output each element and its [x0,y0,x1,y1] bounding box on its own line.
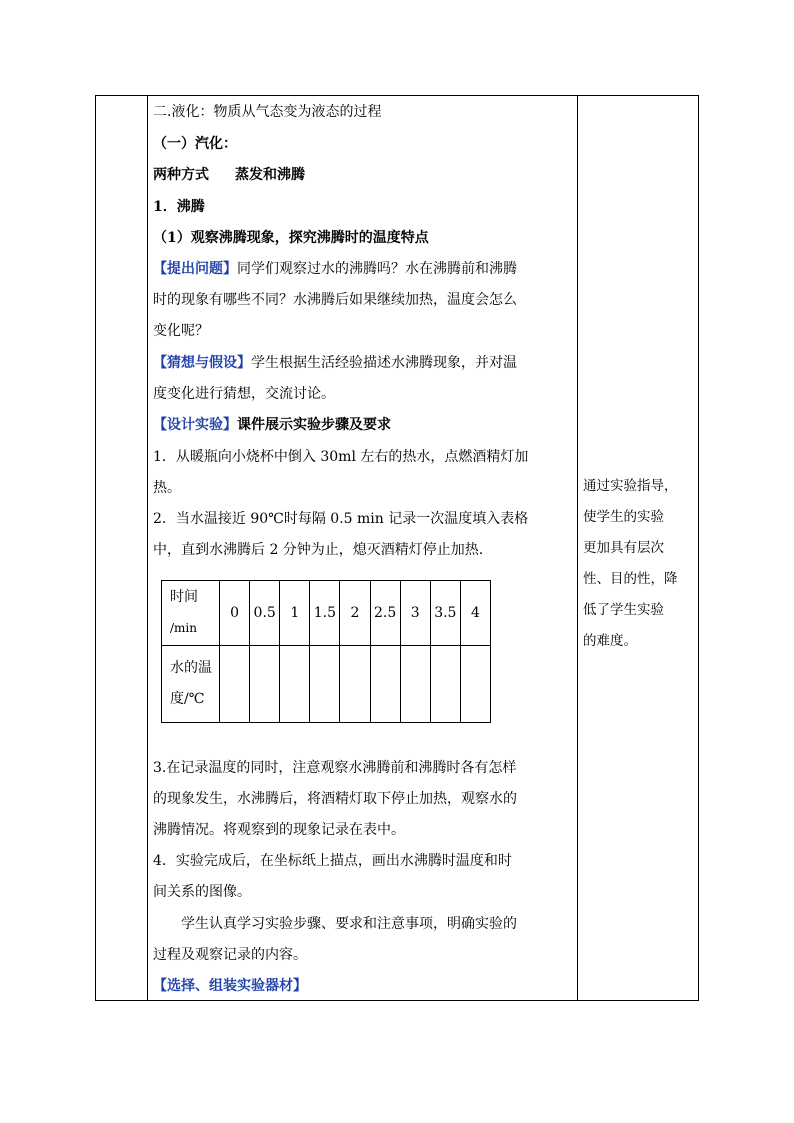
two-methods-label: 两种方式 [153,167,209,183]
equipment-label: 【选择、组装实验器材】 [153,978,307,994]
temperature-cell [370,646,400,723]
temperature-cell [250,646,280,723]
step4-line-2: 间关系的图像。 [153,884,251,900]
column-divider-left [147,96,148,1000]
temperature-cell [460,646,490,723]
side-note-line: 使学生的实验 [583,509,664,525]
subheading-vaporization: （一）汽化： [153,136,237,152]
section-heading-liquefaction: 二.液化：物质从气态变为液态的过程 [153,104,382,120]
hypothesis-line-1: 【猜想与假设】学生根据生活经验描述水沸腾现象，并对温 [153,355,517,371]
time-cell: 0.5 [250,581,280,646]
column-divider-right [577,96,578,1000]
temperature-cell [310,646,340,723]
hypothesis-line-2: 度变化进行猜想，交流讨论。 [153,386,335,402]
step2-line-1: 2．当水温接近 90℃时每隔 0.5 min 记录一次温度填入表格 [153,511,529,527]
step1-line-1: 1．从暖瓶向小烧杯中倒入 30ml 左右的热水，点燃酒精灯加 [153,449,529,465]
two-methods-value: 蒸发和沸腾 [235,167,305,183]
side-note-line: 低了学生实验 [583,602,664,618]
step3-line-1: 3.在记录温度的同时，注意观察水沸腾前和沸腾时各有怎样 [153,760,517,776]
time-cell: 1.5 [310,581,340,646]
side-note-line: 的难度。 [583,633,637,649]
question-line-1: 【提出问题】同学们观察过水的沸腾吗？水在沸腾前和沸腾 [153,261,517,277]
table-row-time [162,581,491,646]
temperature-cell [400,646,430,723]
table-row-temperature [162,646,491,723]
time-cell: 2.5 [370,581,400,646]
time-cell: 0 [220,581,250,646]
time-cell: 4 [460,581,490,646]
observe-boiling-heading: （1）观察沸腾现象，探究沸腾时的温度特点 [153,230,429,246]
time-cell: 3 [400,581,430,646]
lesson-table [95,95,699,1001]
time-cell: 1 [280,581,310,646]
temperature-header-cell: 水的温 度/℃ [162,646,220,723]
temperature-cell [430,646,460,723]
time-cell: 2 [340,581,370,646]
side-note-line: 性、目的性，降 [583,571,678,587]
time-header-cell: 时间 /min [162,581,220,646]
side-note-line: 通过实验指导， [583,478,678,494]
temperature-cell [220,646,250,723]
two-methods-line [153,165,305,185]
step3-line-3: 沸腾情况。将观察到的现象记录在表中。 [153,822,405,838]
step1-line-2: 热。 [153,480,181,496]
question-label: 【提出问题】 [153,261,237,277]
design-line: 【设计实验】课件展示实验步骤及要求 [153,417,391,433]
question-line-2: 时的现象有哪些不同？水沸腾后如果继续加热，温度会怎么 [153,292,517,308]
hypothesis-label: 【猜想与假设】 [153,355,251,371]
temperature-record-table [161,580,491,723]
summary-line-2: 过程及观察记录的内容。 [153,947,307,963]
boiling-heading: 1．沸腾 [153,199,205,215]
design-label: 【设计实验】 [153,417,237,433]
summary-line-1: 学生认真学习实验步骤、要求和注意事项，明确实验的 [181,916,517,932]
step4-line-1: 4．实验完成后，在坐标纸上描点，画出水沸腾时温度和时 [153,853,512,869]
side-note-line: 更加具有层次 [583,540,664,556]
step2-line-2: 中，直到水沸腾后 2 分钟为止，熄灭酒精灯停止加热. [153,542,484,558]
step3-line-2: 的现象发生，水沸腾后，将酒精灯取下停止加热，观察水的 [153,791,517,807]
temperature-cell [280,646,310,723]
time-cell: 3.5 [430,581,460,646]
question-line-3: 变化呢？ [153,323,209,339]
temperature-cell [340,646,370,723]
